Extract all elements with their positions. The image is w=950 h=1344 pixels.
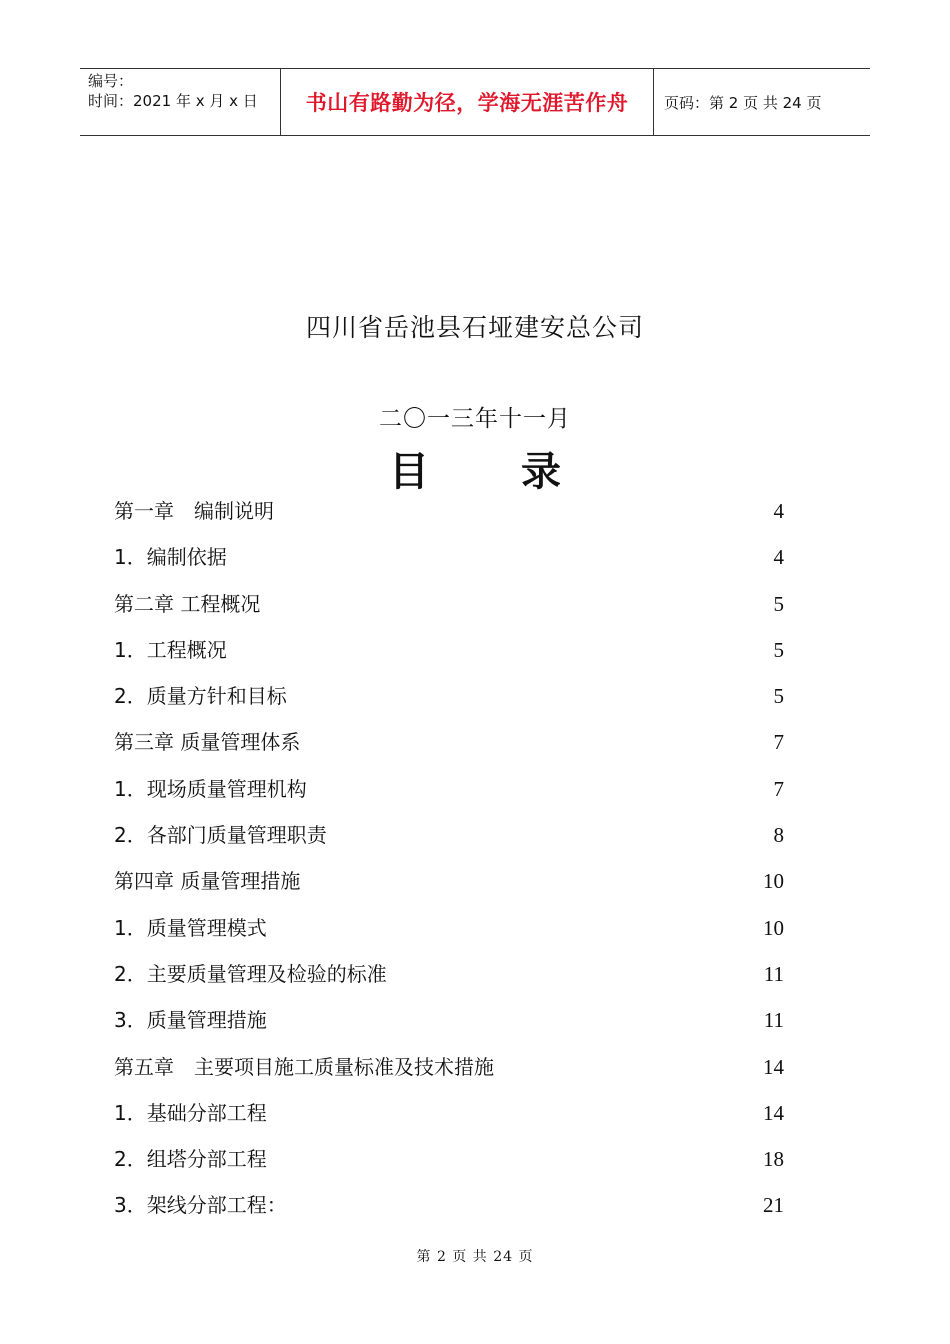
toc-entry-title: 1．质量管理模式 [114,915,267,940]
toc-entry[interactable] [114,951,784,997]
toc-entry-page: 4 [773,545,784,570]
page-info: 页码：第 2 页 共 24 页 [664,93,822,112]
toc-entry-page: 14 [763,1054,784,1079]
toc-entry[interactable] [114,997,784,1043]
toc-entry-page: 10 [763,869,784,894]
toc-title-char-2: 录 [521,448,561,495]
toc-entry-title: 1．现场质量管理机构 [114,776,307,801]
table-of-contents [114,488,784,1229]
page-header [80,68,870,136]
toc-entry-page: 11 [763,1008,784,1033]
toc-entry-page: 11 [763,961,784,986]
toc-entry[interactable] [114,673,784,719]
toc-entry[interactable] [114,812,784,858]
toc-entry[interactable] [114,905,784,951]
toc-entry-page: 7 [773,776,784,801]
code-label: 编号： [88,72,134,90]
toc-entry-page: 14 [763,1100,784,1125]
toc-entry-title: 2．主要质量管理及检验的标准 [114,961,387,986]
toc-entry-title: 1．编制依据 [114,545,227,570]
toc-entry-title: 第五章 主要项目施工质量标准及技术措施 [114,1054,494,1079]
toc-entry-page: 21 [763,1193,784,1218]
toc-entry-page: 5 [773,684,784,709]
toc-entry-page: 18 [763,1147,784,1172]
toc-entry-page: 7 [773,730,784,755]
toc-entry[interactable] [114,581,784,627]
toc-entry-title: 第一章 编制说明 [114,499,274,523]
toc-entry-title: 第三章 质量管理体系 [114,730,301,755]
toc-entry[interactable] [114,1182,784,1228]
toc-entry-title: 3．架线分部工程： [114,1193,287,1218]
document-date: 二〇一三年十一月 [379,406,571,432]
toc-entry-title: 2．质量方针和目标 [114,684,287,709]
toc-entry-page: 8 [773,823,784,848]
company-name: 四川省岳池县石垭建安总公司 [305,313,644,342]
time-label: 时间：2021 年 x 月 x 日 [88,92,258,110]
toc-entry-page: 4 [773,499,784,523]
toc-entry-page: 5 [773,637,784,662]
toc-entry[interactable] [114,1044,784,1090]
header-meta-cell [80,69,281,135]
toc-entry-title: 3．质量管理措施 [114,1008,267,1033]
motto-text: 书山有路勤为径，学海无涯苦作舟 [305,91,629,115]
toc-entry[interactable] [114,627,784,673]
toc-entry-title: 第二章 工程概况 [114,591,261,616]
toc-entry-title: 2．组塔分部工程 [114,1147,267,1172]
toc-title-char-1: 目 [389,448,429,495]
toc-entry-page: 10 [763,915,784,940]
toc-entry-title: 第四章 质量管理措施 [114,869,301,894]
toc-entry[interactable] [114,719,784,765]
toc-entry-page: 5 [773,591,784,616]
toc-entry[interactable] [114,858,784,904]
toc-entry[interactable] [114,534,784,580]
header-motto-cell [281,69,654,135]
toc-entry[interactable] [114,1136,784,1182]
toc-entry-title: 1．基础分部工程 [114,1100,267,1125]
toc-entry-title: 2．各部门质量管理职责 [114,823,327,848]
toc-entry-title: 1．工程概况 [114,637,227,662]
header-page-cell [654,69,870,135]
toc-entry[interactable] [114,766,784,812]
toc-entry[interactable] [114,488,784,534]
page-footer: 第 2 页 共 24 页 [416,1249,534,1265]
toc-entry[interactable] [114,1090,784,1136]
